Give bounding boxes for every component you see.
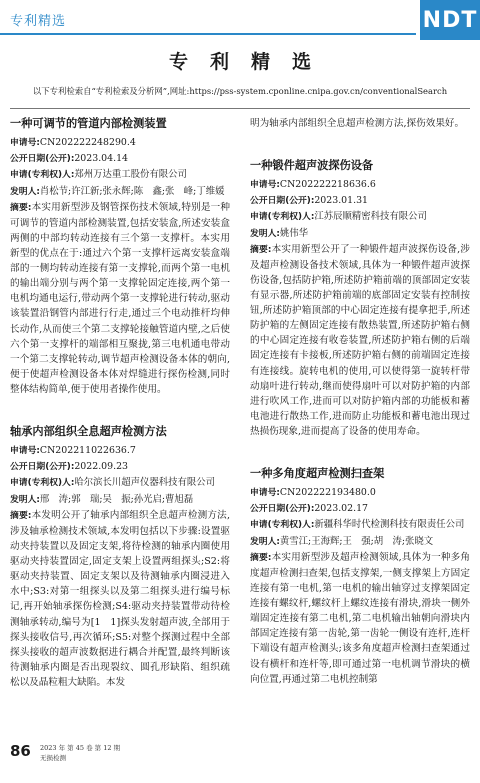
inventor-label: 发明人: — [250, 536, 280, 547]
source-note: 以下专利检索自“专利检索及分析网”,网址:https://pss-system.cponline.cnipa.gov.cn/conventionalSearch — [32, 86, 448, 96]
inventor-label: 发明人: — [10, 494, 40, 505]
patent-title: 轴承内部组织全息超声检测方法 — [10, 425, 167, 439]
app-no-label: 申请号: — [250, 488, 280, 499]
patent-entry — [250, 158, 470, 439]
pub-date-value: 2023.01.31 — [314, 195, 369, 207]
journal-name: 无损检测 — [40, 754, 66, 762]
inventor-label: 发明人: — [10, 186, 40, 197]
pub-date-value: 2023.04.14 — [74, 153, 129, 165]
inventor-row — [10, 492, 230, 508]
inventor-value: 姚伟华 — [279, 227, 309, 239]
pub-date-label: 公开日期(公开): — [250, 504, 315, 515]
patent-title: 一种可调节的管道内部检测装置 — [10, 117, 167, 130]
assignee-label: 申请(专利权)人: — [250, 520, 315, 531]
inventor-value: 黄雪江;王海辉;王 强;胡 涛;张晓文 — [279, 535, 434, 547]
page-number: 86 — [10, 742, 31, 760]
journal-logo: NDT — [420, 0, 480, 40]
inventor-row — [10, 184, 230, 200]
pub-date-label: 公开日期(公开): — [10, 154, 75, 165]
inventor-value: 肖松节;许江新;张永辉;陈 鑫;张 峰;丁维媛 — [39, 185, 225, 197]
inventor-row — [250, 534, 470, 550]
assignee-row — [10, 167, 230, 183]
app-no-label: 申请号: — [250, 180, 280, 190]
abstract-label: 摘要: — [10, 202, 32, 213]
pub-date-label: 公开日期(公开): — [10, 462, 75, 473]
assignee-value: 江苏辰顺精密科技有限公司 — [314, 211, 427, 223]
app-no-value: CN202222193480.0 — [279, 487, 376, 499]
journal-info — [40, 743, 120, 763]
inventor-label: 发明人: — [250, 228, 280, 239]
app-no-value: CN202211022636.7 — [39, 445, 136, 457]
abstract-label: 摘要: — [250, 552, 272, 563]
assignee-value: 新疆科华时代检测科技有限责任公司 — [314, 519, 465, 531]
abstract-text: 本发明公开了轴承内部组织全息超声检测方法,涉及轴承检测技术领域,本发明包括以下步骤:设置驱动夹持装置以及固定支架,将待检测的轴承内圈使用驱动夹持装置固定,固定支架上设置两组探头;S2:将驱动夹持装置、固定支架以及待测轴承内圈浸进入水中;S3:对第一组探头以及第二组探头进行编号标记,再开始轴承探伤检测;S4:驱动夹持装置带动待检测轴承转动,编号为[1 1]探头发射超声波,全部用于探头接收信号,再次循环;S5:对整个探测过程中全部探头接收的超声波数据进行耦合并配置,最终判断该待测轴承内圈是否出现裂纹、圆孔形缺陷、组织疏松以及晶粒粗大缺陷。本发 — [10, 509, 230, 688]
assignee-row — [250, 209, 470, 225]
abstract — [250, 242, 470, 439]
journal-issue: 2023 年 第 45 卷 第 12 期 — [40, 744, 121, 752]
abstract — [10, 200, 230, 397]
assignee-label: 申请(专利权)人: — [250, 212, 315, 223]
app-no-row — [10, 135, 230, 151]
app-no-label: 申请号: — [10, 138, 40, 148]
patent-entry — [10, 424, 230, 690]
assignee-row — [10, 475, 230, 491]
assignee-label: 申请(专利权)人: — [10, 170, 75, 181]
abstract-text: 本实用新型涉及钢管探伤技术领域,特别是一种可调节的管道内部检测装置,包括安装盒,所述安装盒两侧的中部均转动连接有三个第一支撑杆。本实用新型的优点在于:通过六个第一支撑杆远离安装盒端部的一侧均转动连接有第一支撑轮,而两个第一电机的输出端分别与两个第一支撑轮固定连接,两个第一电机均通电运行,带动两个第一支撑轮进行转动,驱动该装置沿钢管内部进行行走,通过三个电动推杆均伸长动作,从而使三个第二支撑轮接触管道内壁,之后使六个第一支撑杆的端部相互聚拢,第三电机通电带动一个第二支撑轮转动,调节超声检测设备本体的朝向,便于使超声检测设备本体对焊缝进行探伤检测,同时整体结构简单,便于使用者操作使用。 — [10, 201, 230, 395]
patent-entry — [250, 466, 470, 687]
abstract — [250, 550, 470, 687]
patent-title: 一种多角度超声检测扫查架 — [250, 467, 385, 481]
pub-date-row — [250, 501, 470, 517]
abstract-text: 本实用新型涉及超声检测领域,具体为一种多角度超声检测扫查架,包括支撑架,一侧支撑架上方固定连接有第一电机,第一电机的输出轴穿过支撑架固定连接有螺纹杆,螺纹杆上螺纹连接有滑块,滑块一侧外端固定连接有第二电机,第二电机输出轴朝向滑块内部固定连接有第一齿轮,第一齿轮一侧设有连杆,连杆下端设有超声检测头;该多角度超声检测扫查架通过设有横杆和连杆等,即可通过第一电机调节滑块的横向位置,再通过第二电机控制第 — [250, 551, 470, 685]
assignee-row — [250, 517, 470, 533]
right-column — [250, 116, 470, 687]
assignee-value: 哈尔滨长川超声仪器科技有限公司 — [74, 477, 215, 489]
app-no-row — [10, 443, 230, 459]
app-no-value: CN202222218636.6 — [279, 179, 376, 190]
app-no-row — [250, 485, 470, 501]
page-title: 专利精选 — [168, 51, 333, 73]
patent-entry — [10, 116, 230, 397]
abstract-continuation: 明为轴承内部组织全息超声检测方法,探伤效果好。 — [250, 118, 465, 129]
abstract-label: 摘要: — [10, 510, 32, 521]
abstract-label: 摘要: — [250, 244, 272, 255]
header-rule — [0, 33, 416, 35]
pub-date-row — [10, 151, 230, 167]
abstract-text: 本实用新型公开了一种锻件超声波探伤设备,涉及超声检测设备技术领域,具体为一种锻件超声波探伤设备,包括防护箱,所述防护箱前端的顶部固定安装有显示器,所述防护箱前端的底部固定安装有控制按钮,所述防护箱顶部的中心固定连接有提拿把手,所述防护箱的左侧固定连接有散热装置,所述防护箱右侧的中心固定连接有收卷装置,所述防护箱右侧的后端固定连接有卡接板,所述防护箱右侧的前端固定连接有连接线。旋转电机的使用,可以使得第一旋转杆带动扇叶进行转动,继而使得扇叶可以对防护箱的内部进行吹风工作,进而可以对防护箱内部的功能板和蓄电池进行散热工作,进而防止功能板和蓄电池出现过热损伤现象,进而提高了设备的使用寿命。 — [250, 243, 470, 437]
inventor-row — [250, 226, 470, 242]
app-no-row — [250, 177, 470, 193]
app-no-value: CN202222248290.4 — [39, 137, 136, 148]
pub-date-row — [10, 459, 230, 475]
pub-date-row — [250, 193, 470, 209]
section-label: 专利精选 — [10, 14, 67, 29]
page-header — [0, 0, 480, 36]
pub-date-value: 2023.02.17 — [314, 503, 369, 515]
assignee-label: 申请(专利权)人: — [10, 478, 75, 489]
abstract — [10, 508, 230, 690]
patent-title: 一种锻件超声波探伤设备 — [250, 159, 374, 172]
pub-date-value: 2022.09.23 — [74, 461, 129, 473]
inventor-value: 邢 涛;郭 瑞;吴 振;孙光启;曹旭磊 — [39, 493, 194, 505]
app-no-label: 申请号: — [10, 446, 40, 457]
pub-date-label: 公开日期(公开): — [250, 196, 315, 207]
title-divider — [10, 108, 470, 109]
left-column — [10, 116, 230, 690]
assignee-value: 郑州万达重工股份有限公司 — [74, 169, 187, 181]
